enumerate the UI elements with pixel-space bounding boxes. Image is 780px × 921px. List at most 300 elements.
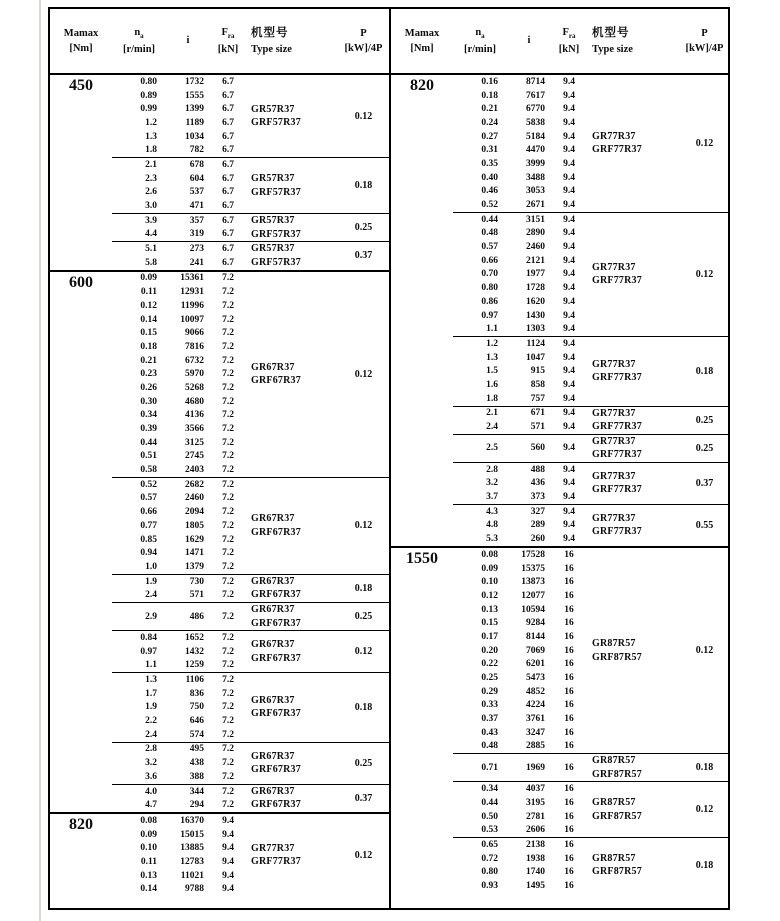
axial-force-cell: 9.4 <box>563 242 575 253</box>
ratio-cell: 319 <box>189 229 204 240</box>
data-rows <box>453 505 587 546</box>
axial-force-cell: 7.2 <box>222 548 234 559</box>
header-power-symbol: P <box>701 27 708 39</box>
spec-group <box>453 462 728 504</box>
data-rows <box>453 337 587 405</box>
axial-force-cell: 9.4 <box>563 76 575 87</box>
data-row <box>112 814 246 828</box>
ratio-cell: 1189 <box>185 117 204 128</box>
ratio-cell: 1047 <box>526 352 545 363</box>
axial-force-cell: 7.2 <box>222 273 234 284</box>
ratio-cell: 858 <box>530 379 545 390</box>
axial-force-cell: 9.4 <box>563 310 575 321</box>
axial-force-cell: 9.4 <box>563 90 575 101</box>
data-row <box>453 644 587 658</box>
type-size-label: GRF87R57 <box>592 768 642 780</box>
speed-cell: 0.08 <box>481 549 498 560</box>
ratio-cell: 1379 <box>185 561 204 572</box>
axial-force-cell: 9.4 <box>563 158 575 169</box>
data-rows <box>112 631 246 672</box>
axial-force-cell: 7.2 <box>222 675 234 686</box>
data-row <box>112 756 246 770</box>
ratio-cell: 15015 <box>180 829 204 840</box>
section-groups <box>453 75 728 546</box>
axial-force-cell: 7.2 <box>222 465 234 476</box>
speed-cell: 4.3 <box>486 506 498 517</box>
ratio-cell: 8714 <box>526 76 545 87</box>
speed-cell: 0.39 <box>140 424 157 435</box>
axial-force-cell: 7.2 <box>222 507 234 518</box>
type-size-label: GRF77R37 <box>592 275 642 287</box>
header-type-cjk: 机型号 <box>251 27 289 40</box>
type-size-label: GRF67R37 <box>251 799 301 811</box>
speed-cell: 5.8 <box>145 257 157 268</box>
power-value: 0.55 <box>695 519 714 531</box>
ratio-cell: 1629 <box>185 534 204 545</box>
ratio-cell: 1432 <box>185 646 204 657</box>
data-row <box>453 240 587 254</box>
ratio-cell: 1740 <box>526 867 545 878</box>
speed-cell: 0.52 <box>481 200 498 211</box>
axial-force-cell: 16 <box>564 631 574 642</box>
ratio-cell: 17528 <box>521 549 545 560</box>
data-row <box>453 761 587 775</box>
header-torque-unit: [Nm] <box>69 43 93 54</box>
data-rows <box>112 478 246 574</box>
data-row <box>453 268 587 282</box>
type-size-label: GR57R37 <box>251 215 295 227</box>
speed-cell: 0.23 <box>140 369 157 380</box>
type-size-label: GRF77R37 <box>592 526 642 538</box>
speed-cell: 0.66 <box>140 507 157 518</box>
type-size-label: GR57R37 <box>251 103 295 115</box>
power-value: 0.25 <box>354 222 373 234</box>
axial-force-cell: 16 <box>564 825 574 836</box>
ratio-cell: 2121 <box>526 255 545 266</box>
axial-force-cell: 7.2 <box>222 300 234 311</box>
data-row <box>453 295 587 309</box>
header-axial-force <box>210 25 246 56</box>
data-row <box>112 256 246 270</box>
speed-cell: 0.44 <box>481 214 498 225</box>
ratio-cell: 757 <box>530 393 545 404</box>
speed-cell: 0.11 <box>140 287 157 298</box>
ratio-cell: 7069 <box>526 645 545 656</box>
axial-force-cell: 16 <box>564 659 574 670</box>
power-value: 0.18 <box>354 701 373 713</box>
axial-force-cell: 7.2 <box>222 702 234 713</box>
spec-group <box>453 753 728 781</box>
data-rows <box>453 838 587 893</box>
ratio-cell: 1652 <box>185 632 204 643</box>
power-column <box>681 782 728 837</box>
speed-cell: 0.34 <box>140 410 157 421</box>
ratio-cell: 3488 <box>526 172 545 183</box>
axial-force-cell: 9.4 <box>563 393 575 404</box>
type-size-label: GR87R57 <box>592 755 636 767</box>
type-size-label: GRF77R37 <box>251 856 301 868</box>
data-rows <box>453 463 587 504</box>
type-size-label: GR87R57 <box>592 797 636 809</box>
spec-group <box>112 272 389 477</box>
axial-force-cell: 16 <box>564 727 574 738</box>
data-row <box>112 116 246 130</box>
type-size-column <box>587 337 681 405</box>
header-force-symbol: $F_{ra}$ <box>562 27 576 41</box>
speed-cell: 5.1 <box>145 244 157 255</box>
header-power <box>681 26 728 56</box>
axial-force-cell: 7.2 <box>222 382 234 393</box>
data-row <box>112 75 246 89</box>
header-torque-symbol: Mamax <box>404 27 440 39</box>
axial-force-cell: 9.4 <box>563 117 575 128</box>
power-column <box>340 75 387 157</box>
speed-cell: 1.1 <box>486 324 498 335</box>
speed-cell: 0.93 <box>481 880 498 891</box>
speed-cell: 0.09 <box>140 273 157 284</box>
data-row <box>112 102 246 116</box>
ratio-cell: 782 <box>189 145 204 156</box>
data-row <box>112 478 246 492</box>
speed-cell: 2.8 <box>145 744 157 755</box>
data-row <box>453 477 587 491</box>
axial-force-cell: 9.4 <box>222 870 234 881</box>
data-row <box>453 407 587 421</box>
power-value: 0.12 <box>354 368 373 380</box>
header-torque <box>391 26 453 56</box>
power-column <box>681 505 728 546</box>
type-size-column <box>246 814 340 896</box>
speed-cell: 0.22 <box>481 659 498 670</box>
axial-force-cell: 16 <box>564 549 574 560</box>
speed-cell: 1.8 <box>486 393 498 404</box>
power-column <box>340 603 387 630</box>
data-row <box>112 450 246 464</box>
section-groups <box>112 75 389 270</box>
header-type-size <box>587 25 681 57</box>
ratio-cell: 2890 <box>526 228 545 239</box>
axial-force-cell: 16 <box>564 590 574 601</box>
data-row <box>112 242 246 256</box>
axial-force-cell: 7.2 <box>222 479 234 490</box>
data-row <box>453 658 587 672</box>
data-rows <box>453 75 587 212</box>
speed-cell: 3.6 <box>145 771 157 782</box>
data-row <box>453 616 587 630</box>
data-row <box>453 89 587 103</box>
header-output-speed <box>453 25 507 56</box>
speed-cell: 0.18 <box>481 90 498 101</box>
section-groups <box>112 814 389 896</box>
type-size-label: GRF57R37 <box>251 256 301 268</box>
torque-section-label: 600 <box>69 273 93 291</box>
axial-force-cell: 7.2 <box>222 800 234 811</box>
axial-force-cell: 16 <box>564 784 574 795</box>
speed-cell: 0.77 <box>140 520 157 531</box>
speed-cell: 3.0 <box>145 201 157 212</box>
axial-force-cell: 7.2 <box>222 561 234 572</box>
ratio-cell: 6770 <box>526 104 545 115</box>
ratio-cell: 560 <box>530 443 545 454</box>
torque-section <box>50 270 389 812</box>
axial-force-cell: 7.2 <box>222 660 234 671</box>
data-row <box>453 442 587 456</box>
axial-force-cell: 7.2 <box>222 451 234 462</box>
axial-force-cell: 16 <box>564 880 574 891</box>
power-column <box>340 631 387 672</box>
power-column <box>681 213 728 336</box>
power-column <box>681 435 728 462</box>
type-size-label: GRF67R37 <box>251 375 301 387</box>
ratio-cell: 12077 <box>521 590 545 601</box>
axial-force-cell: 16 <box>564 563 574 574</box>
axial-force-cell: 9.4 <box>222 884 234 895</box>
data-rows <box>112 75 246 157</box>
type-size-label: GRF67R37 <box>251 526 301 538</box>
power-column <box>340 673 387 741</box>
type-size-label: GR77R37 <box>592 407 636 419</box>
power-value: 0.12 <box>354 520 373 532</box>
data-row <box>453 726 587 740</box>
data-rows <box>112 575 246 602</box>
ratio-cell: 3151 <box>526 214 545 225</box>
data-row <box>112 770 246 784</box>
power-value: 0.12 <box>354 849 373 861</box>
ratio-cell: 2781 <box>526 811 545 822</box>
type-size-label: GR67R37 <box>251 694 295 706</box>
speed-cell: 0.13 <box>481 604 498 615</box>
ratio-cell: 1805 <box>185 520 204 531</box>
speed-cell: 0.10 <box>140 843 157 854</box>
spec-group <box>453 434 728 462</box>
data-row <box>453 490 587 504</box>
axial-force-cell: 9.4 <box>563 324 575 335</box>
speed-cell: 0.16 <box>481 76 498 87</box>
spec-group <box>112 672 389 741</box>
data-row <box>112 645 246 659</box>
axial-force-cell: 9.4 <box>563 379 575 390</box>
speed-cell: 0.15 <box>140 328 157 339</box>
type-size-label: GRF87R57 <box>592 651 642 663</box>
spec-group <box>453 406 728 434</box>
header-speed-unit: [r/min] <box>122 43 156 55</box>
type-size-label: GRF77R37 <box>592 421 642 433</box>
ratio-cell: 11021 <box>180 870 204 881</box>
ratio-cell: 678 <box>189 159 204 170</box>
axial-force-cell: 7.2 <box>222 396 234 407</box>
power-column <box>681 548 728 753</box>
axial-force-cell: 9.4 <box>563 443 575 454</box>
data-row <box>112 313 246 327</box>
data-row <box>112 395 246 409</box>
ratio-cell: 3999 <box>526 158 545 169</box>
data-row <box>453 364 587 378</box>
header-force-unit: [kN] <box>217 43 239 55</box>
torque-section <box>50 812 389 896</box>
ratio-cell: 4136 <box>185 410 204 421</box>
data-row <box>112 560 246 574</box>
type-size-column <box>587 75 681 212</box>
ratio-cell: 289 <box>530 520 545 531</box>
axial-force-cell: 7.2 <box>222 611 234 622</box>
speed-cell: 3.7 <box>486 492 498 503</box>
ratio-cell: 2745 <box>185 451 204 462</box>
ratio-cell: 388 <box>189 771 204 782</box>
spec-group <box>453 781 728 837</box>
type-size-column <box>246 242 340 269</box>
speed-cell: 0.97 <box>140 646 157 657</box>
power-value: 0.12 <box>695 268 714 280</box>
type-size-label: GR67R37 <box>251 575 295 587</box>
spec-group <box>453 336 728 405</box>
data-row <box>453 185 587 199</box>
data-row <box>453 712 587 726</box>
speed-cell: 0.34 <box>481 784 498 795</box>
ratio-cell: 1124 <box>526 338 545 349</box>
type-size-label: GRF67R37 <box>251 708 301 720</box>
data-rows <box>112 272 246 477</box>
ratio-cell: 373 <box>530 492 545 503</box>
axial-force-cell: 7.2 <box>222 632 234 643</box>
data-row <box>112 869 246 883</box>
type-size-column <box>587 213 681 336</box>
type-size-column <box>587 782 681 837</box>
axial-force-cell: 9.4 <box>222 843 234 854</box>
power-value: 0.18 <box>354 582 373 594</box>
ratio-cell: 260 <box>530 534 545 545</box>
ratio-cell: 438 <box>189 758 204 769</box>
type-size-label: GRF77R37 <box>592 372 642 384</box>
speed-cell: 0.26 <box>140 382 157 393</box>
data-row <box>453 879 587 893</box>
ratio-cell: 3566 <box>185 424 204 435</box>
type-size-column <box>246 743 340 784</box>
type-size-column <box>587 435 681 462</box>
axial-force-cell: 9.4 <box>563 104 575 115</box>
speed-cell: 1.7 <box>145 688 157 699</box>
axial-force-cell: 16 <box>564 839 574 850</box>
axial-force-cell: 7.2 <box>222 758 234 769</box>
ratio-cell: 571 <box>530 422 545 433</box>
ratio-cell: 471 <box>189 201 204 212</box>
axial-force-cell: 16 <box>564 714 574 725</box>
ratio-cell: 5268 <box>185 382 204 393</box>
axial-force-cell: 9.4 <box>563 269 575 280</box>
speed-cell: 0.66 <box>481 255 498 266</box>
type-size-column <box>587 838 681 893</box>
axial-force-cell: 7.2 <box>222 646 234 657</box>
ratio-cell: 2460 <box>185 493 204 504</box>
speed-cell: 1.0 <box>145 561 157 572</box>
data-row <box>453 420 587 434</box>
section-groups <box>112 272 389 812</box>
ratio-cell: 3195 <box>526 797 545 808</box>
data-rows <box>112 743 246 784</box>
axial-force-cell: 7.2 <box>222 590 234 601</box>
type-size-label: GR57R37 <box>251 173 295 184</box>
power-column <box>681 463 728 504</box>
data-row <box>453 852 587 866</box>
torque-section <box>50 75 389 270</box>
power-column <box>681 75 728 212</box>
type-size-label: GR87R57 <box>592 638 636 650</box>
data-row <box>453 171 587 185</box>
table-body <box>391 75 728 908</box>
speed-cell: 0.29 <box>481 686 498 697</box>
data-rows <box>112 785 246 812</box>
speed-cell: 4.7 <box>145 800 157 811</box>
speed-cell: 0.15 <box>481 618 498 629</box>
data-row <box>453 505 587 519</box>
ratio-cell: 2403 <box>185 465 204 476</box>
speed-cell: 0.40 <box>481 172 498 183</box>
ratio-cell: 5184 <box>526 131 545 142</box>
data-row <box>453 838 587 852</box>
speed-cell: 0.71 <box>481 762 498 773</box>
ratio-cell: 4224 <box>526 700 545 711</box>
ratio-cell: 4470 <box>526 145 545 156</box>
speed-cell: 2.4 <box>486 422 498 433</box>
table-header <box>391 9 728 75</box>
data-row <box>112 728 246 742</box>
data-row <box>112 199 246 213</box>
data-rows <box>112 673 246 741</box>
speed-cell: 4.8 <box>486 520 498 531</box>
power-column <box>681 337 728 405</box>
data-row <box>112 631 246 645</box>
header-type-en: Type size <box>251 43 292 55</box>
ratio-cell: 294 <box>189 800 204 811</box>
spec-group <box>453 75 728 212</box>
ratio-cell: 1977 <box>526 269 545 280</box>
ratio-cell: 16370 <box>180 815 204 826</box>
data-row <box>112 158 246 172</box>
axial-force-cell: 9.4 <box>563 255 575 266</box>
data-row <box>453 671 587 685</box>
axial-force-cell: 9.4 <box>222 815 234 826</box>
axial-force-cell: 7.2 <box>222 410 234 421</box>
data-row <box>112 272 246 286</box>
ratio-cell: 15375 <box>521 563 545 574</box>
data-row <box>453 865 587 879</box>
speed-cell: 0.72 <box>481 853 498 864</box>
speed-cell: 1.6 <box>486 379 498 390</box>
data-row <box>453 562 587 576</box>
axial-force-cell: 9.4 <box>563 520 575 531</box>
type-size-label: GR77R37 <box>592 512 636 524</box>
speed-cell: 0.51 <box>140 451 157 462</box>
speed-cell: 3.9 <box>145 215 157 226</box>
spec-group <box>112 574 389 602</box>
ratio-cell: 1620 <box>526 296 545 307</box>
speed-cell: 3.2 <box>145 758 157 769</box>
axial-force-cell: 6.7 <box>222 90 234 101</box>
axial-force-cell: 7.2 <box>222 520 234 531</box>
header-ratio <box>507 33 551 48</box>
data-row <box>453 519 587 533</box>
speed-cell: 3.2 <box>486 478 498 489</box>
data-row <box>453 589 587 603</box>
data-rows <box>453 782 587 837</box>
data-rows <box>112 603 246 630</box>
ratio-cell: 4037 <box>526 784 545 795</box>
axial-force-cell: 6.7 <box>222 145 234 156</box>
data-rows <box>453 754 587 781</box>
speed-cell: 1.2 <box>486 338 498 349</box>
axial-force-cell: 7.2 <box>222 576 234 587</box>
axial-force-cell: 6.7 <box>222 104 234 115</box>
speed-cell: 0.48 <box>481 741 498 752</box>
